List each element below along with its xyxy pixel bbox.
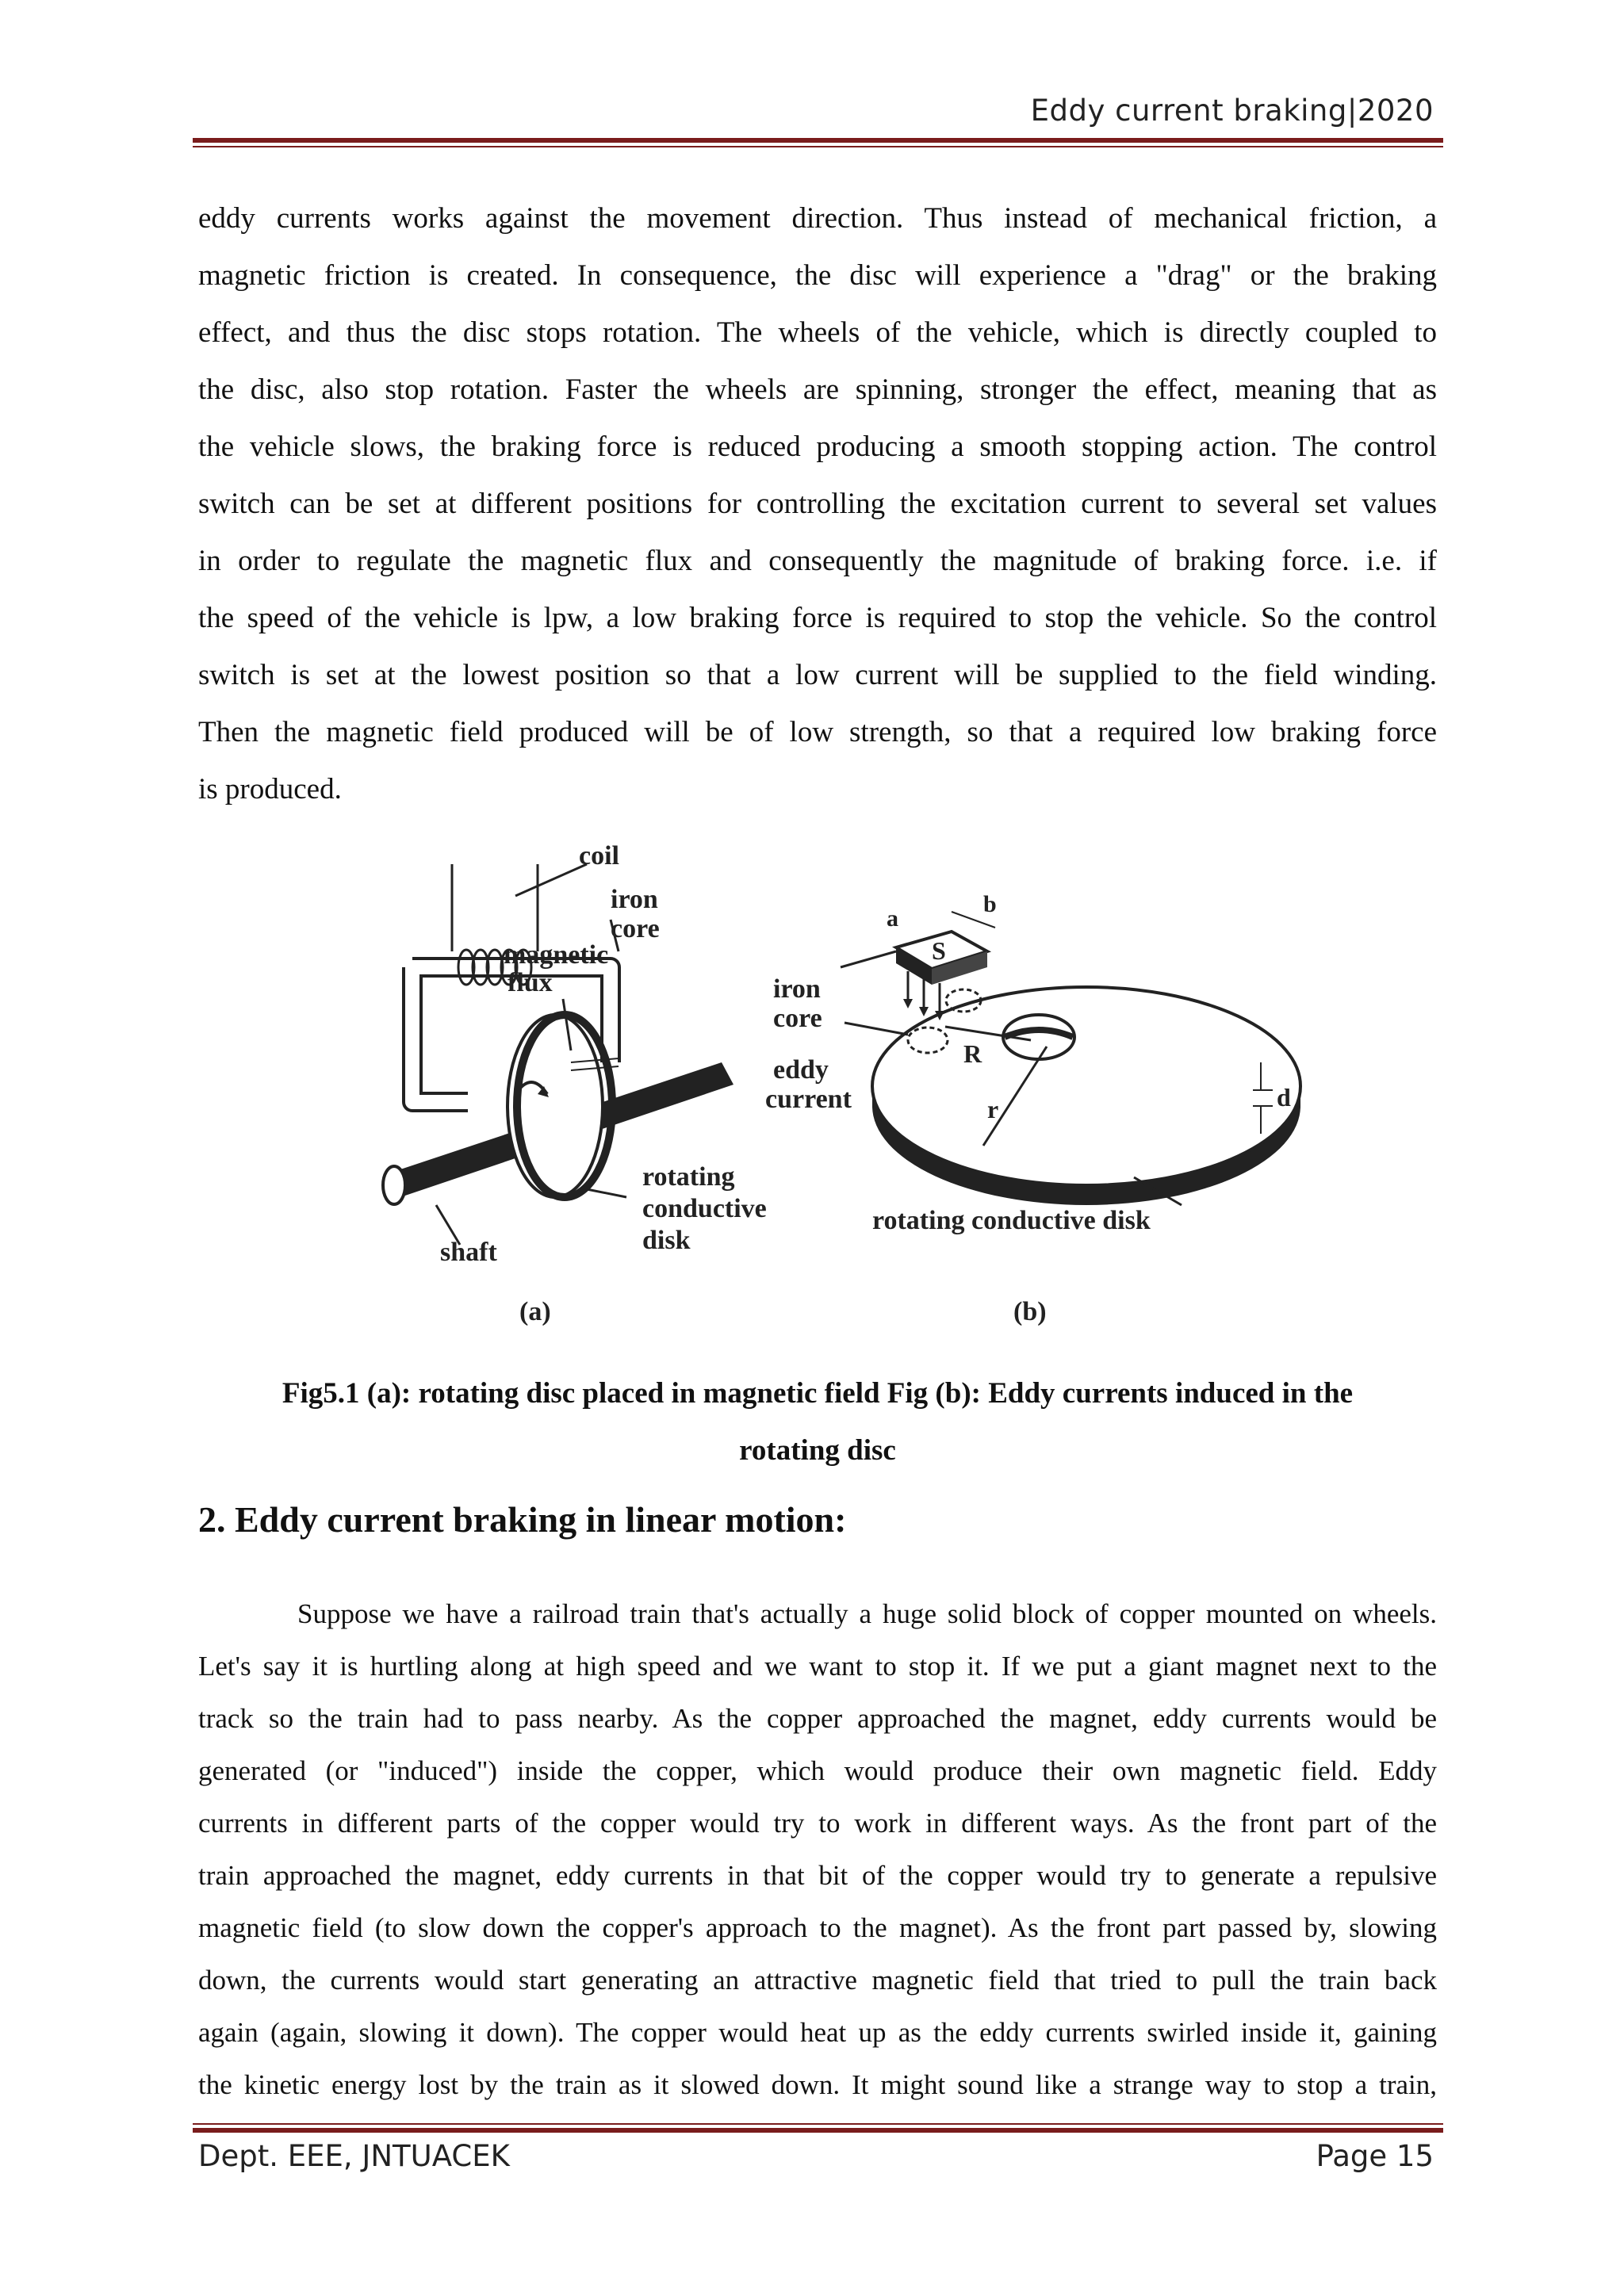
paragraph-line: the speed of the vehicle is lpw, a low braking force is required to stop the vehicle. So the control	[198, 602, 1437, 634]
paragraph-line: the vehicle slows, the braking force is reduced producing a smooth stopping action. The control	[198, 430, 1437, 463]
label-conductive-a: conductive	[642, 1194, 767, 1223]
header-rule-thick	[193, 138, 1443, 143]
label-eddy: eddy	[773, 1055, 829, 1085]
label-core-b: core	[773, 1004, 822, 1033]
paragraph-2	[198, 1588, 1437, 2111]
diagram-b	[765, 891, 1300, 1326]
label-sub-b: (b)	[1013, 1297, 1047, 1326]
paragraph-line: Then the magnetic field produced will be of low strength, so that a required low braking force	[198, 716, 1437, 748]
label-iron-b: iron	[773, 974, 821, 1004]
paragraph-line: generated (or "induced") inside the copper, which would produce their own magnetic field. Eddy	[198, 1755, 1437, 1786]
footer-page-number: Page 15	[1316, 2139, 1434, 2173]
label-current: current	[765, 1085, 852, 1114]
paragraph-line: magnetic field (to slow down the copper's approach to the magnet). As the front part passed by, slowing	[198, 1912, 1437, 1943]
paragraph-line: eddy currents works against the movement direction. Thus instead of mechanical friction, a	[198, 202, 1437, 235]
header-title: Eddy current braking|2020	[1030, 94, 1434, 128]
paragraph-line: effect, and thus the disc stops rotation. The wheels of the vehicle, which is directly coupled to	[198, 316, 1437, 349]
caption-line-2: rotating disc	[739, 1434, 896, 1467]
label-core-a: core	[611, 914, 660, 943]
diagram-a	[383, 841, 767, 1326]
label-dim-b: b	[983, 891, 997, 917]
label-r: r	[987, 1095, 999, 1123]
figure-diagram	[349, 832, 1291, 1348]
paragraph-line: magnetic friction is created. In consequence, the disc will experience a "drag" or the braking	[198, 259, 1437, 292]
label-iron-a: iron	[611, 885, 658, 914]
paragraph-line: Let's say it is hurtling along at high speed and we want to stop it. If we put a giant magnet next to the	[198, 1651, 1437, 1682]
paragraph-line: Suppose we have a railroad train that's actually a huge solid block of copper mounted on wheels.	[297, 1598, 1437, 1629]
paragraph-line: switch can be set at different positions for controlling the excitation current to several set values	[198, 488, 1437, 520]
paragraph-line: in order to regulate the magnetic flux and consequently the magnitude of braking force. i.e. if	[198, 545, 1437, 577]
label-s: S	[932, 936, 946, 965]
label-sub-a: (a)	[519, 1297, 551, 1326]
label-d: d	[1277, 1083, 1291, 1112]
paragraph-1	[198, 190, 1437, 818]
paragraph-line: the kinetic energy lost by the train as it slowed down. It might sound like a strange way to stop a train,	[198, 2069, 1437, 2100]
footer-department: Dept. EEE, JNTUACEK	[198, 2139, 510, 2173]
label-dim-a: a	[887, 905, 898, 932]
paragraph-line: is produced.	[198, 773, 342, 806]
label-magnetic: magnetic	[504, 940, 609, 970]
caption-line-1: Fig5.1 (a): rotating disc placed in magnetic field Fig (b): Eddy currents induced in the	[282, 1377, 1354, 1410]
paragraph-line: currents in different parts of the copper would try to work in different ways. As the front part of the	[198, 1808, 1437, 1839]
label-flux: flux	[508, 968, 553, 997]
figure-eddy-disc	[349, 832, 1291, 1348]
footer-rule-thick	[193, 2128, 1443, 2133]
figure-caption	[198, 1365, 1437, 1479]
paragraph-line: track so the train had to pass nearby. As the copper approached the magnet, eddy currents would be	[198, 1703, 1437, 1734]
label-disk-a: disk	[642, 1226, 691, 1255]
label-rotating-disk-b: rotating conductive disk	[872, 1206, 1151, 1235]
footer-rule-thin	[193, 2123, 1443, 2125]
paragraph-line: the disc, also stop rotation. Faster the wheels are spinning, stronger the effect, meaning that as	[198, 373, 1437, 406]
label-rotating-a: rotating	[642, 1162, 735, 1192]
paragraph-line: down, the currents would start generating an attractive magnetic field that tried to pull the train back	[198, 1965, 1437, 1996]
paragraph-line: switch is set at the lowest position so that a low current will be supplied to the field winding.	[198, 659, 1437, 691]
label-R: R	[963, 1039, 982, 1068]
header-rule-thin	[193, 146, 1443, 147]
label-coil: coil	[579, 841, 619, 871]
label-shaft: shaft	[440, 1238, 497, 1267]
paragraph-line: again (again, slowing it down). The copper would heat up as the eddy currents swirled inside it, gaining	[198, 2017, 1437, 2048]
section-heading: 2. Eddy current braking in linear motion:	[198, 1499, 847, 1540]
paragraph-line: train approached the magnet, eddy currents in that bit of the copper would try to generate a repulsive	[198, 1860, 1437, 1891]
